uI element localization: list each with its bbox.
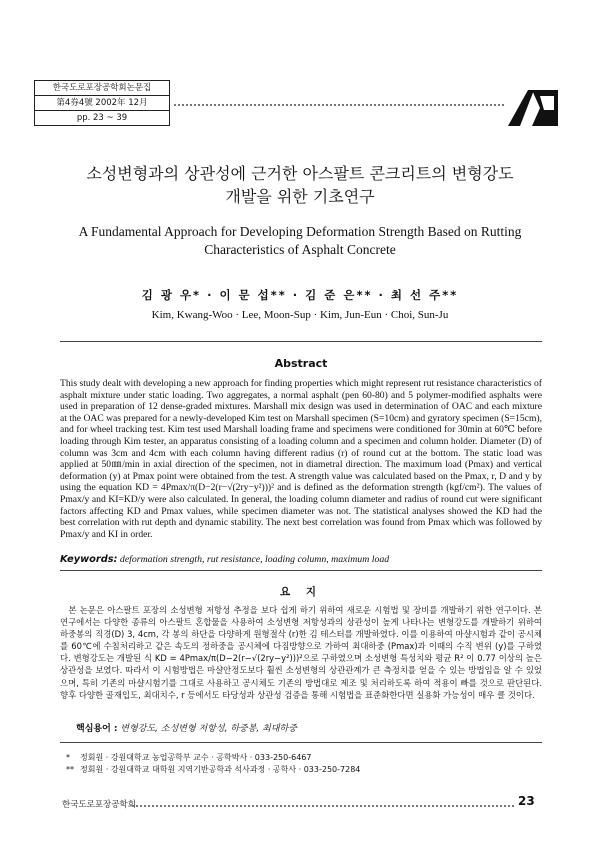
yoji-text: 본 논문은 아스팔트 포장의 소성변형 저항성 추정을 보다 쉽게 하기 위하여 새로운 시험법 및 장비를 개발하기 위한 연구이다. 본 연구에서는 다양한 종류의 아스팔트 혼합물을 사용하여 소성변형 저항성과의 상관성이 높게 나타나는 변형강도를 개발하기 위하여 하중봉의 직경(D) 3, 4cm, 각 봉의 하단을 다양하게 원형절삭 (r)한 김 테스터를 개발하였다. 이를 이용하여 마샬시험과 같이 공시체를 60℃에 수침처리하고 같은 속도의 정하중을 공시체에 다짐방향으로 가하여 최대하중 (Pmax)과 이때의 수직 변위 (y)를 구하였다. 변형강도는 개발된 식 KD = 4Pmax/π(D−2(r−√(2ry−y²)))²으로 구하였으며 소성변형 특성치와 평균 R² 이 0.77 이상의 높은 상관성을 보였다. 따라서 이 시험방법은 마샬안정도보다 훨씬 소성변형의 상관관계가 큰 측정치를 얻을 수 있는 방법임을 알 수 있었으며, 특히 기존의 마샬시험기를 그대로 사용하고 공시체도 기존의 방법대로 제조 및 처리하도록 하여 적용이 빠를 것으로 판단된다. 향후 다양한 골재입도, 최대치수, r 등에서도 타당성과 상관성 검증을 통해 시험법을 표준화한다면 실용화 가능성이 매우 클 것이다. [60, 605, 542, 700]
footnote [66, 752, 526, 764]
authors-english: Kim, Kwang-Woo · Lee, Moon-Sup · Kim, Jun-Eun · Choi, Sun-Ju [151, 309, 449, 321]
header-divider [174, 104, 504, 108]
keywords-line [60, 554, 542, 565]
keywords-label: Keywords: [60, 554, 118, 565]
volume-issue: 第4券4號 2002年 12月 [34, 95, 170, 110]
korean-keywords-text: 변형강도, 소성변형 저항성, 하중봉, 최대하중 [120, 724, 297, 734]
authors-korean: 김 광 우* · 이 문 섭** · 김 준 은** · 최 선 주** [141, 288, 459, 302]
title-english-line1: A Fundamental Approach for Developing Deformation Strength Based on Rutting [78, 224, 522, 239]
footer-society: 한국도로포장공학회 [62, 800, 136, 810]
korean-keywords-label: 핵심용어 : [76, 724, 118, 734]
abstract-body [60, 378, 542, 540]
page-number: 23 [518, 794, 535, 808]
footer-divider [132, 805, 514, 807]
yoji-body [60, 604, 542, 701]
footnote-mark: * [66, 753, 70, 762]
journal-logo-icon [506, 88, 562, 128]
footnotes [66, 752, 526, 776]
abstract-text: This study dealt with developing a new approach for finding properties which might represent rut resistance characteristics of asphalt mixture under static loading. Two aggregates, a normal asphalt (pen 60-80) and 5 polymer-modified asphalts were used in preparation of 12 dense-graded mixtures. Marshall mix design was used in determination of OAC and each mixture at the OAC was prepared for a newly-developed Kim test on Marshall specimen (S=10cm) and gyratory specimen (S=15cm), and for wheel tracking test. Kim test used Marshall loading frame and specimens were conditioned for 30min at 60℃ before loading through Kim tester, an apparatus consisting of a loading column and a specimen and column holder. Diameter (D) of column was 3cm and 4cm with each column having different radius (r) of round cut at the bottom. The static load was applied at 50㎜/min in axial direction of the specimen, not in diametral direction. The maximum load (Pmax) and vertical deformation (y) at Pmax point were obtained from the test. A strength value was calculated based on the Pmax, r, D and y by using the equation KD = 4Pmax/π(D−2(r−√(2ry−y²)))² and is defined as the deformation strength (kgf/cm²). The values of Pmax/y and KI=KD/y were also calculated. In general, the loading column diameter and radius of round cut were significant factors affecting KD and Pmax values, while specimen diameter was not. The statistical analyses showed the KD had the best correlation with rut depth and dynamic stability. The next best correlation was found from Pmax which was followed by Pmax/y and KI in order. [60, 378, 542, 540]
keywords-text: deformation strength, rut resistance, loading column, maximum load [119, 554, 390, 565]
page-range: pp. 23 ~ 39 [34, 110, 170, 126]
footnote-text: 정회원 · 강원대학교 대학원 지역기반공학과 석사과정 · 공학사 · 033-250-7284 [80, 765, 361, 774]
section-divider [60, 341, 542, 342]
korean-keywords-line [76, 721, 536, 734]
title-korean-line1: 소성변형과의 상관성에 근거한 아스팔트 콘크리트의 변형강도 [86, 164, 514, 183]
title-korean [40, 162, 560, 208]
title-english-line2: Characteristics of Asphalt Concrete [204, 242, 396, 257]
journal-name: 한국도로포장공학회논문집 [34, 80, 170, 95]
footnote [66, 764, 526, 776]
section-divider [60, 570, 542, 571]
footnote-text: 정회원 · 강원대학교 농업공학부 교수 · 공학박사 · 033-250-6467 [80, 753, 312, 762]
abstract-heading: Abstract [274, 357, 328, 370]
title-english [70, 223, 530, 259]
footnote-divider [60, 742, 542, 743]
footnote-mark: ** [66, 765, 74, 774]
yoji-heading: 요 지 [280, 586, 322, 598]
journal-info-box [34, 80, 170, 124]
title-korean-line2: 개발을 위한 기초연구 [225, 187, 375, 206]
